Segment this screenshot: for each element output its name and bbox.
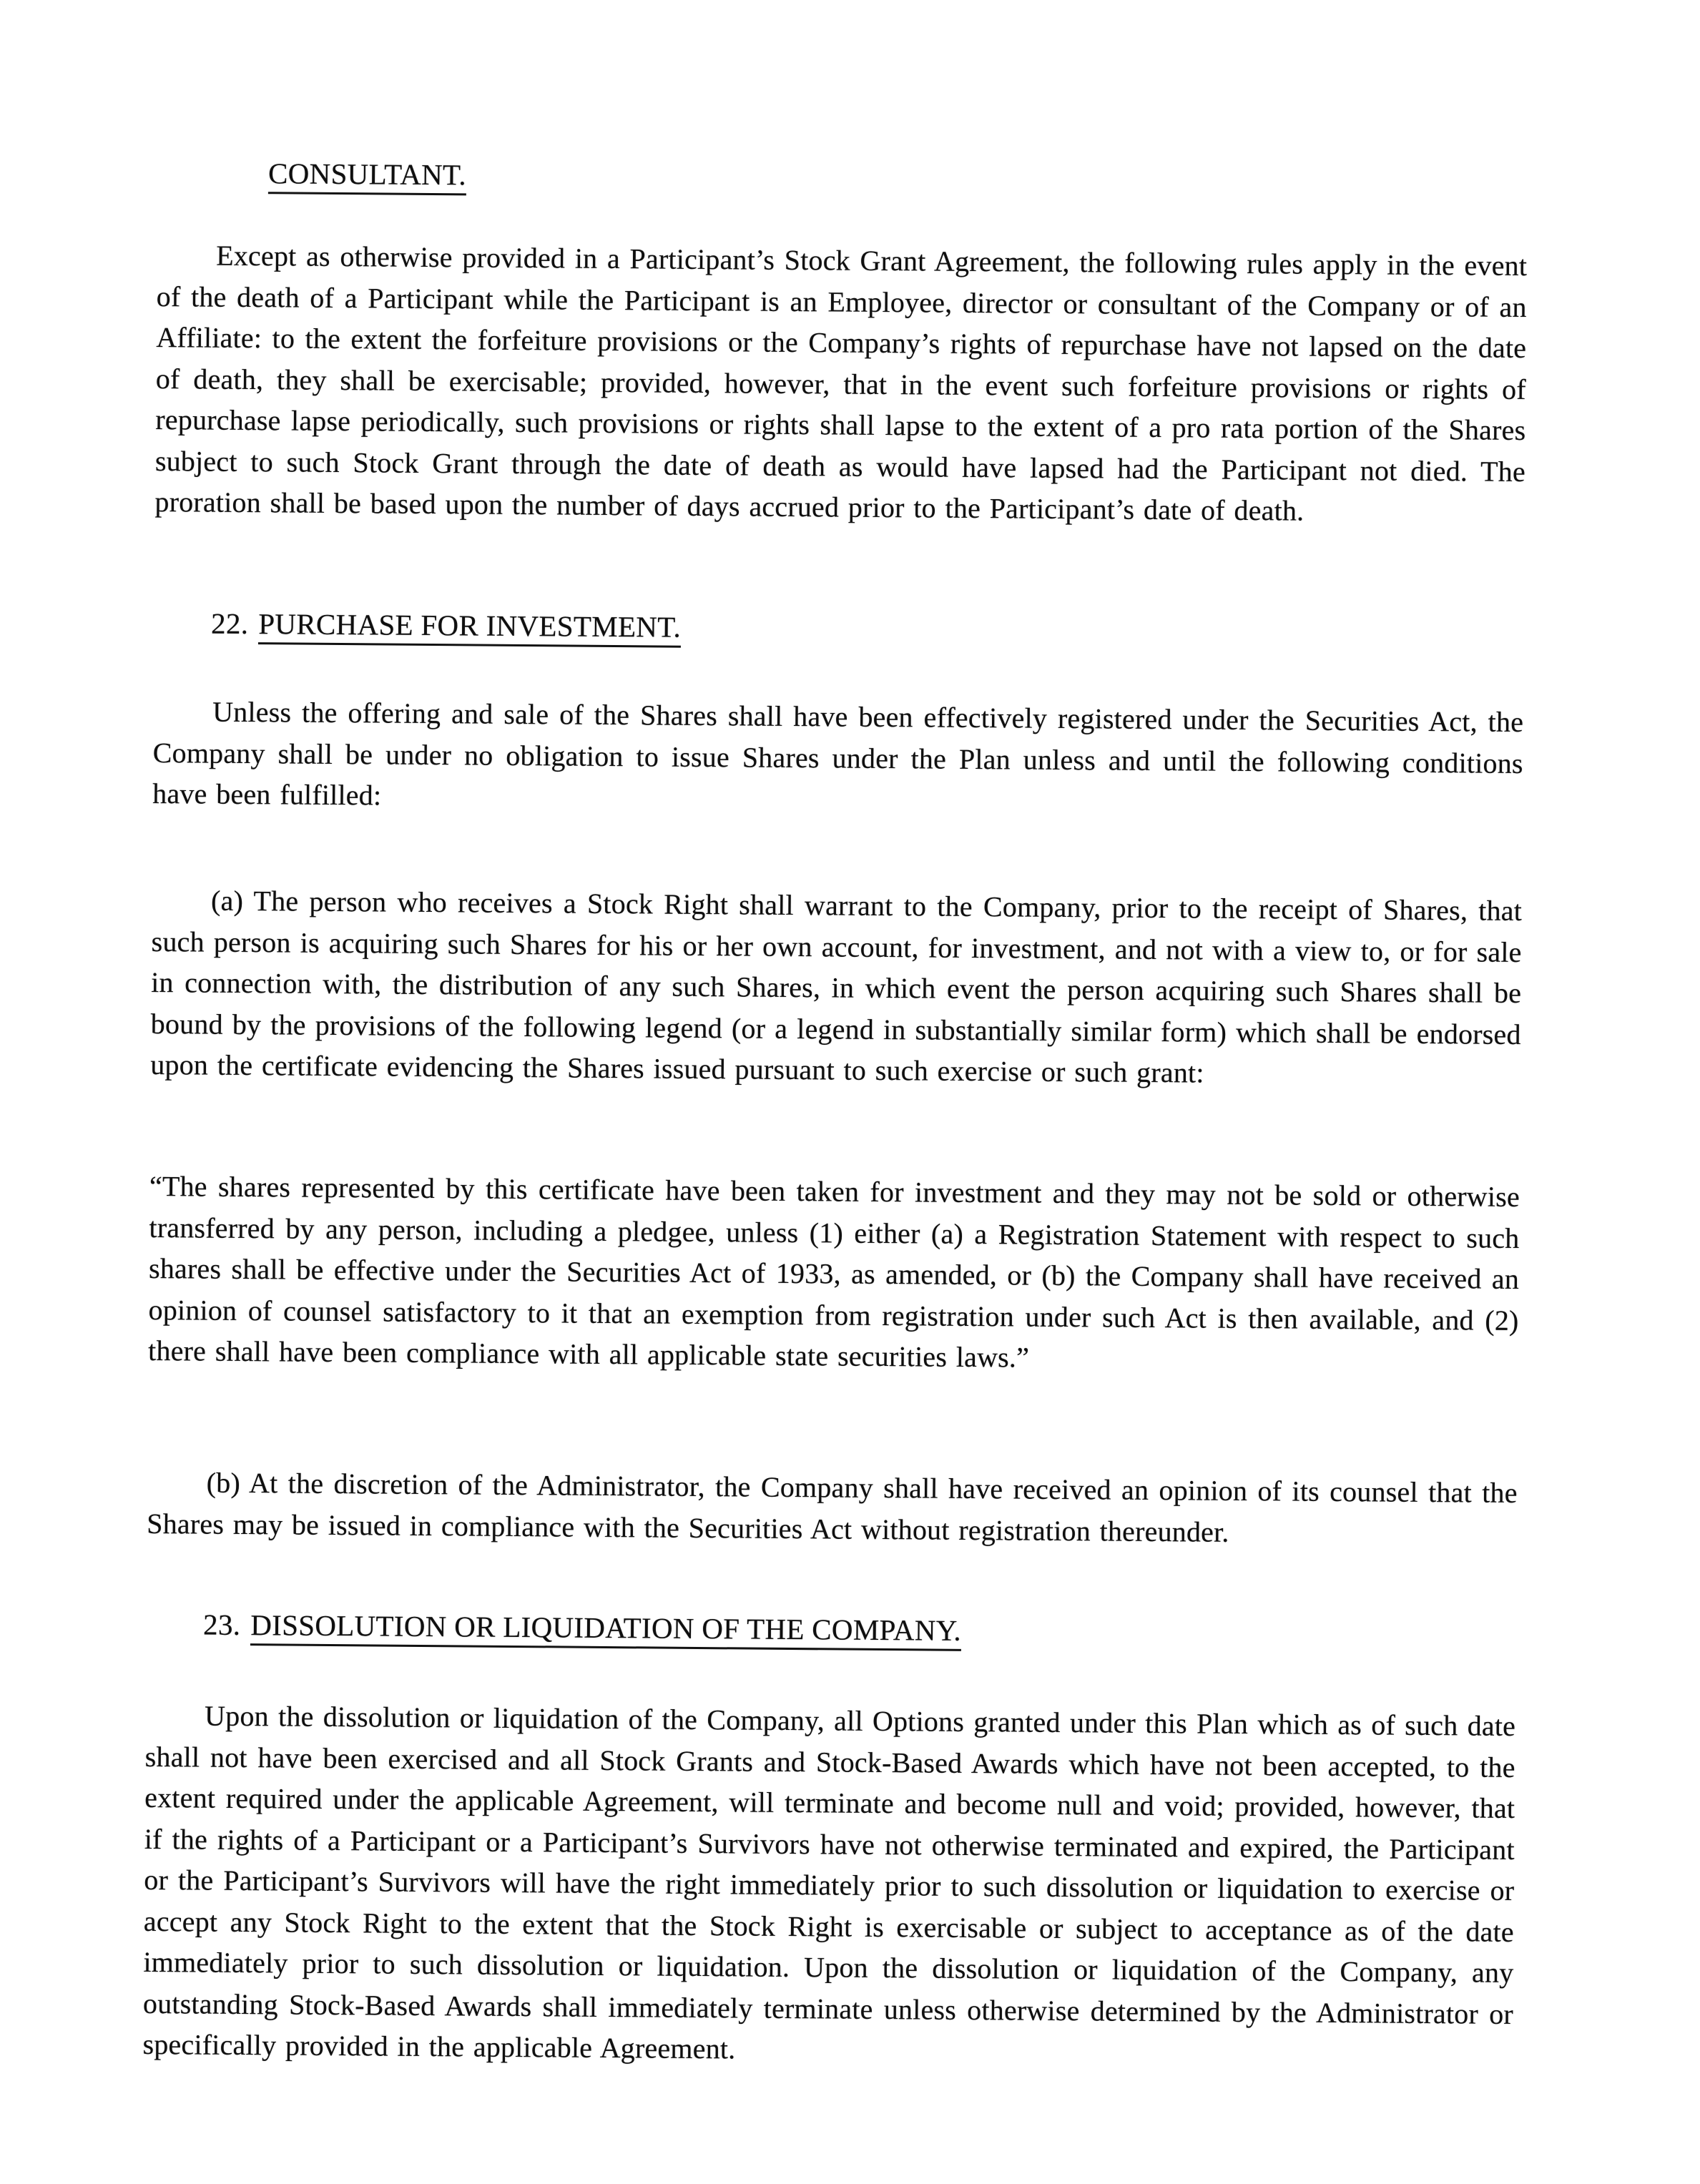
- paragraph-subsection-b: (b) At the discretion of the Administrator, the Company shall have received an opinion of its counsel that the Shares may be issued in compliance with the Securities Act without registration thereunder.: [147, 1466, 1518, 1548]
- heading-section-22: [211, 606, 681, 645]
- section-23-number: 23.: [202, 1608, 241, 1641]
- section-22-number: 22.: [210, 606, 249, 641]
- section-23-title: DISSOLUTION OR LIQUIDATION OF THE COMPANY.: [250, 1608, 961, 1651]
- heading-consultant-text: CONSULTANT.: [268, 157, 466, 195]
- paragraph-dissolution-liquidation: Upon the dissolution or liquidation of the Company, all Options granted under this Plan which as of such date shall not have been exercised and all Stock Grants and Stock-Based Awards which have not been accepted, to the extent required under the applicable Agreement, will terminate and become null and void; provided, however, that if the rights of a Participant or a Participant’s Survivors have not otherwise terminated and expired, the Participant or the Participant’s Survivors will have the right immediately prior to such dissolution or liquidation to exercise or accept any Stock Right to the extent that the Stock Right is exercisable or subject to acceptance as of the date immediately prior to such dissolution or liquidation. Upon the dissolution or liquidation of the Company, any outstanding Stock-Based Awards shall immediately terminate unless otherwise determined by the Administrator or specifically provided in the applicable Agreement.: [142, 1699, 1516, 2065]
- paragraph-certificate-legend: “The shares represented by this certificate have been taken for investment and they may not be sold or otherwise transferred by any person, including a pledgee, unless (1) either (a) a Registration Statement with respect to such shares shall be effective under the Securities Act of 1933, as amended, or (b) the Company shall have received an opinion of counsel satisfactory to it that an exemption from registration under such Act is then available, and (2) there shall have been compliance with all applicable state securities laws.”: [147, 1169, 1520, 1374]
- heading-section-23: [203, 1607, 961, 1648]
- paragraph-registration-conditions: Unless the offering and sale of the Shares shall have been effectively registered under the Securities Act, the Company shall be under no obligation to issue Shares under the Plan unless and until the following conditions have been fulfilled:: [152, 695, 1524, 812]
- page-content: [142, 0, 1529, 2184]
- section-22-title: PURCHASE FOR INVESTMENT.: [258, 607, 681, 648]
- paragraph-death-rules: Except as otherwise provided in a Participant’s Stock Grant Agreement, the following rules apply in the event of the death of a Participant while the Participant is an Employee, director or consultant of the Company or of an Affiliate: to the extent the forfeiture provisions or the Company’s rights of repurchase have not lapsed on the date of death, they shall be exercisable; provided, however, that in the event such forfeiture provisions or rights of repurchase lapse periodically, such provisions or rights shall lapse to the extent of a pro rata portion of the Shares subject to such Stock Grant through the date of death as would have lapsed had the Participant not died. The proration shall be based upon the number of days accrued prior to the Participant’s date of death.: [154, 239, 1528, 527]
- paragraph-subsection-a: (a) The person who receives a Stock Right shall warrant to the Company, prior to the receipt of Shares, that such person is acquiring such Shares for his or her own account, for investment, and not with a view to, or for sale in connection with, the distribution of any such Shares, in which event the person acquiring such Shares shall be bound by the provisions of the following legend (or a legend in substantially similar form) which shall be endorsed upon the certificate evidencing the Shares issued pursuant to such exercise or such grant:: [150, 884, 1523, 1089]
- heading-consultant: [268, 155, 466, 192]
